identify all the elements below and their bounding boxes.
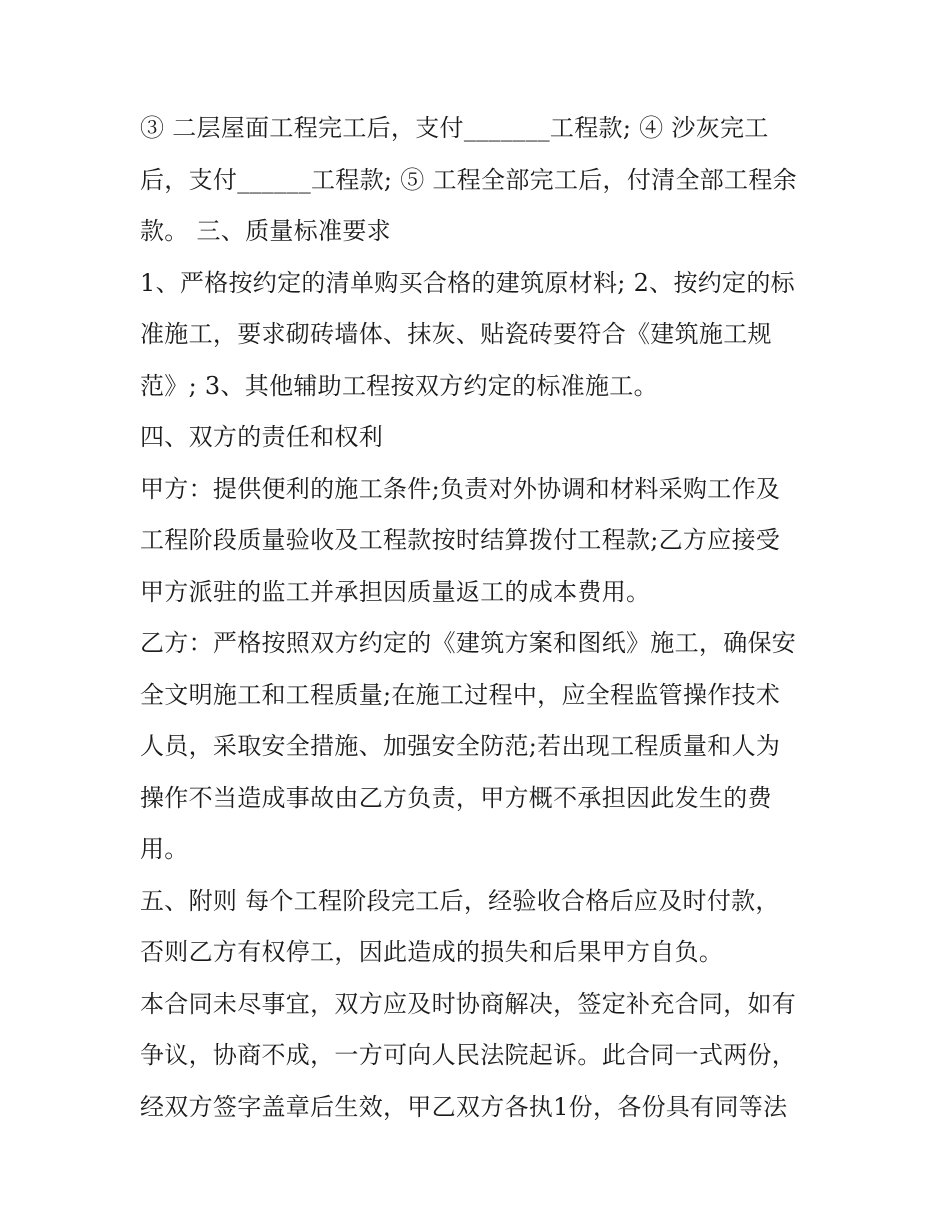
text-line: 五、附则 每个工程阶段完工后，经验收合格后应及时付款， [140, 887, 780, 915]
text-line: 准施工，要求砌砖墙体、抹灰、贴瓷砖要符合《建筑施工规 [140, 320, 772, 348]
text-line: 甲方派驻的监工并承担因质量返工的成本费用。 [140, 578, 651, 606]
text-line: 否则乙方有权停工，因此造成的损失和后果甲方自负。 [140, 938, 724, 966]
text-line: 工程阶段质量验收及工程款按时结算拨付工程款;乙方应接受 [140, 526, 781, 554]
text-line: 后，支付______工程款; ⑤ 工程全部完工后，付清全部工程余 [140, 166, 797, 194]
text-line: 用。 [140, 835, 189, 863]
text-line: 人员，采取安全措施、加强安全防范;若出现工程质量和人为 [140, 732, 781, 760]
text-line: 甲方：提供便利的施工条件;负责对外协调和材料采购工作及 [140, 475, 781, 503]
text-line: 款。 三、质量标准要求 [140, 217, 391, 245]
text-line: ③ 二层屋面工程完工后，支付_______工程款; ④ 沙灰完工 [140, 114, 769, 142]
text-line: 争议，协商不成，一方可向人民法院起诉。此合同一式两份， [140, 1041, 797, 1069]
text-line: 乙方：严格按照双方约定的《建筑方案和图纸》施工，确保安 [140, 629, 797, 657]
text-line: 1、严格按约定的清单购买合格的建筑原材料; 2、按约定的标 [140, 269, 795, 297]
text-line: 范》; 3、其他辅助工程按双方约定的标准施工。 [140, 372, 658, 400]
section-heading: 四、双方的责任和权利 [140, 423, 383, 451]
text-line: 操作不当造成事故由乙方负责，甲方概不承担因此发生的费 [140, 784, 772, 812]
text-line: 经双方签字盖章后生效，甲乙双方各执1份，各份具有同等法 [140, 1093, 788, 1121]
text-line: 全文明施工和工程质量;在施工过程中，应全程监管操作技术 [140, 681, 781, 709]
text-line: 本合同未尽事宜，双方应及时协商解决，签定补充合同，如有 [140, 990, 797, 1018]
